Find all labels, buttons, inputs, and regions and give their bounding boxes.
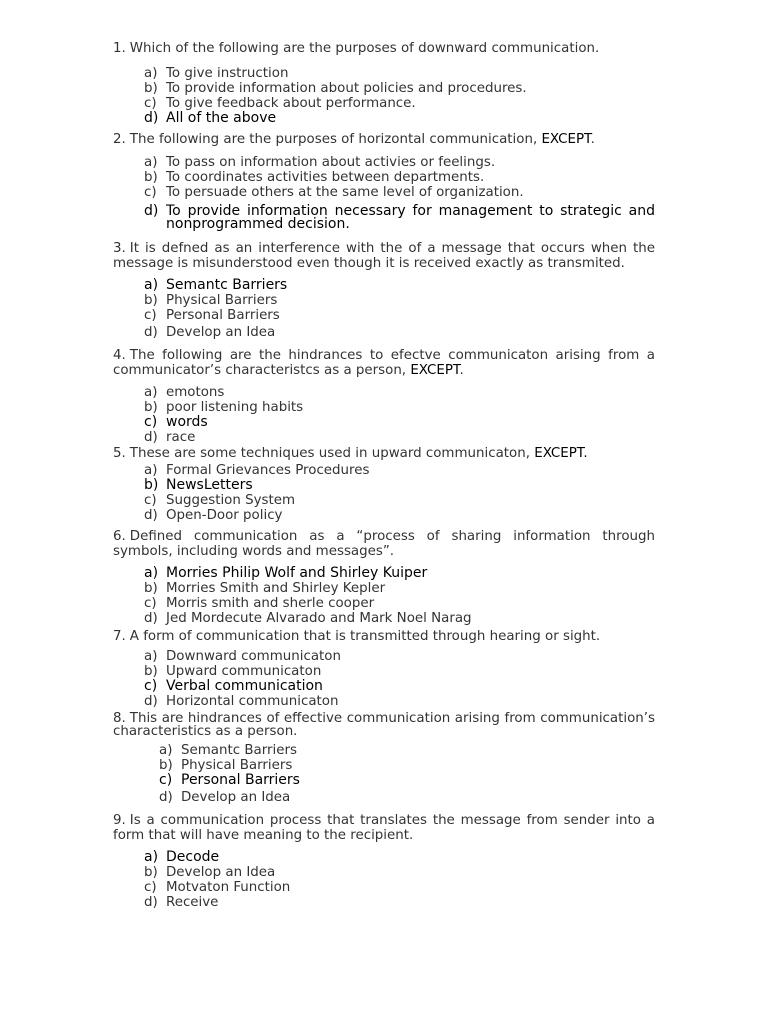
option-b: b) Morries Smith and Shirley Kepler [144, 581, 386, 596]
question-text: A form of communication that is transmitted through hearing or sight. [129, 629, 601, 644]
option-a: a) Semantc Barriers [144, 277, 288, 293]
question-6 [113, 530, 655, 559]
option-c: c) Morris smith and sherle cooper [144, 596, 375, 611]
options-6 [144, 566, 472, 626]
question-3 [113, 242, 655, 271]
option-d: d) All of the above [144, 110, 277, 126]
option-d: d) Receive [144, 895, 219, 910]
option-c: c) To give feedback about performance. [144, 96, 416, 111]
question-number: 5. [113, 446, 126, 461]
question-text: Is a communication process that translates the message from sender into a form that will have meaning to the recipient. [113, 813, 655, 843]
question-text: The following are the purposes of horizontal communication, [129, 132, 538, 147]
option-b: b) Upward communicaton [144, 664, 322, 679]
question-number: 7. [113, 629, 126, 644]
option-d: d) Horizontal communicaton [144, 694, 339, 709]
question-text: Which of the following are the purposes of downward communication. [129, 41, 600, 56]
option-a: a) Decode [144, 849, 220, 865]
options-2 [144, 155, 655, 230]
option-b: b) To provide information about policies and procedures. [144, 81, 527, 96]
options-5 [144, 463, 369, 523]
options-9 [144, 850, 290, 910]
option-a: a) Morries Philip Wolf and Shirley Kuiper [144, 565, 428, 581]
except-emphasis: EXCEPT [410, 362, 460, 378]
option-a: a) emotons [144, 385, 225, 400]
question-9 [113, 814, 655, 843]
option-d: d) race [144, 430, 196, 445]
question-1 [113, 42, 655, 57]
option-a: a) To pass on information about activies or feelings. [144, 155, 496, 170]
options-1 [144, 66, 527, 126]
option-d: d) Open-Door policy [144, 508, 283, 523]
question-text: The following are the hindrances to efectve communicaton arising from a communicator’s characteristcs as a person, [113, 348, 655, 378]
option-c: c) Personal Barriers [144, 308, 280, 323]
option-b: b) To coordinates activities between departments. [144, 170, 485, 185]
options-4 [144, 385, 303, 445]
question-7 [113, 630, 655, 645]
question-8 [113, 713, 655, 738]
option-c: c) Verbal communication [144, 678, 323, 694]
option-c: c) Suggestion System [144, 493, 296, 508]
question-text: These are some techniques used in upward communicaton, [129, 446, 530, 461]
question-number: 9. [113, 813, 126, 828]
except-emphasis: EXCEPT [541, 132, 591, 147]
question-text: This are hindrances of effective communication arising from communication’s characteristics as a person. [113, 711, 655, 739]
options-3 [144, 278, 287, 340]
question-number: 3. [113, 241, 126, 256]
option-b: b) Physical Barriers [144, 293, 278, 308]
option-c: c) words [144, 414, 208, 430]
question-number: 8. [113, 711, 126, 726]
option-c: c) Motvaton Function [144, 880, 291, 895]
option-b: b) poor listening habits [144, 400, 304, 415]
except-emphasis: EXCEPT. [534, 446, 588, 461]
question-number: 2. [113, 132, 126, 147]
option-b: b) Develop an Idea [144, 865, 276, 880]
option-d: d) Develop an Idea [159, 790, 291, 805]
option-a: a) To give instruction [144, 66, 289, 81]
option-b: b) NewsLetters [144, 477, 253, 493]
question-number: 6. [113, 529, 126, 544]
option-a: a) Formal Grievances Procedures [144, 463, 370, 478]
option-d: d) Develop an Idea [144, 325, 276, 340]
option-a: a) Semantc Barriers [159, 743, 297, 758]
option-b: b) Physical Barriers [159, 758, 293, 773]
options-8 [159, 743, 300, 805]
question-4: 4. The following are the hindrances to efectve communicaton arising from a communicator’s characteristcs as a person, EXCEPT. [113, 348, 655, 378]
question-text: Defined communication as a “process of sharing information through symbols, including words and messages”. [113, 529, 655, 559]
question-number: 4. [113, 348, 126, 363]
option-c: c) Personal Barriers [159, 772, 300, 788]
option-d: d) To provide information necessary for management to strategic and nonprogrammed decision. [144, 203, 655, 232]
option-a: a) Downward communicaton [144, 649, 341, 664]
question-number: 1. [113, 41, 126, 56]
question-2: 2. The following are the purposes of horizontal communication, EXCEPT. [113, 132, 595, 147]
option-d: d) Jed Mordecute Alvarado and Mark Noel Narag [144, 611, 472, 626]
options-7 [144, 649, 341, 709]
option-c: c) To persuade others at the same level of organization. [144, 185, 524, 200]
question-text: It is defned as an interference with the of a message that occurs when the message is misunderstood even though it is received exactly as transmited. [113, 241, 655, 271]
question-5 [113, 447, 655, 462]
